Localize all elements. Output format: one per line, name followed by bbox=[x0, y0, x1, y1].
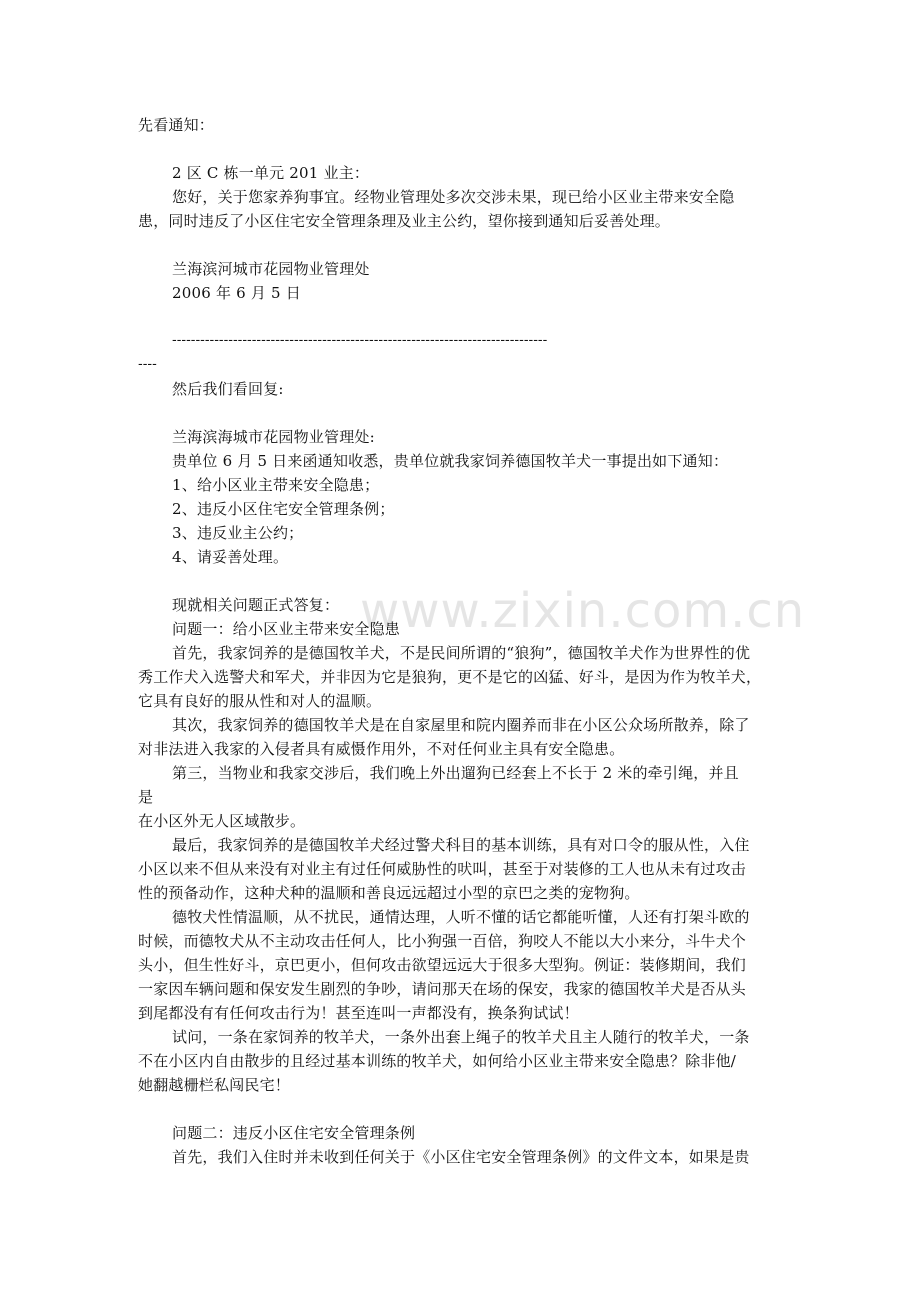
divider-line: ---- bbox=[138, 357, 157, 372]
text-line: 秀工作犬入选警犬和军犬，并非因为它是狼狗，更不是它的凶猛、好斗，是因为作为牧羊犬， bbox=[138, 668, 762, 686]
watermark-text: www.zixin.com.cn bbox=[360, 583, 806, 639]
divider-line: -------------------------------------------------------------------------------- bbox=[172, 333, 548, 348]
text-line: 在小区外无人区域散步。 bbox=[138, 812, 306, 830]
text-line: 最后，我家饲养的是德国牧羊犬经过警犬科目的基本训练，具有对口令的服从性，入住 bbox=[172, 836, 750, 854]
text-line: 首先，我们入住时并未收到任何关于《小区住宅安全管理条例》的文件文本，如果是贵 bbox=[172, 1148, 750, 1166]
text-line: 先看通知： bbox=[138, 116, 215, 134]
text-line: 头小，但生性好斗，京巴更小，但何攻击欲望远远大于很多大型狗。例证：装修期间，我们 bbox=[138, 956, 747, 974]
text-line: 小区以来不但从来没有对业主有过任何威胁性的吠叫，甚至于对装修的工人也从未有过攻击 bbox=[138, 860, 747, 878]
text-line: 时候，而德牧犬从不主动攻击任何人，比小狗强一百倍，狗咬人不能以大小来分，斗牛犬个 bbox=[138, 932, 747, 950]
text-line: 到尾都没有有任何攻击行为！甚至连叫一声都没有，换条狗试试！ bbox=[138, 1004, 579, 1022]
notice-addressee: 2 区 C 栋一单元 201 业主： bbox=[172, 164, 370, 182]
text-line: 一家因车辆问题和保安发生剧烈的争吵，请问那天在场的保安，我家的德国牧羊犬是否从头 bbox=[138, 980, 747, 998]
list-item: 2、违反小区住宅安全管理条例； bbox=[172, 500, 395, 518]
list-item: 3、违反业主公约； bbox=[172, 524, 304, 542]
text-line: 首先，我家饲养的是德国牧羊犬，不是民间所谓的“狼狗”，德国牧羊犬作为世界性的优 bbox=[172, 644, 751, 662]
list-item: 1、给小区业主带来安全隐患； bbox=[172, 476, 380, 494]
text-line: 第三，当物业和我家交涉后，我们晚上外出遛狗已经套上不长于 2 米的牵引绳，并且 bbox=[172, 764, 739, 782]
text-line: 它具有良好的服从性和对人的温顺。 bbox=[138, 692, 382, 710]
text-line: 贵单位 6 月 5 日来函通知收悉，贵单位就我家饲养德国牧羊犬一事提出如下通知： bbox=[172, 452, 729, 470]
text-line: 性的预备动作，这种犬种的温顺和善良远远超过小型的京巴之类的宠物狗。 bbox=[138, 884, 640, 902]
section-heading: 问题一：给小区业主带来安全隐患 bbox=[172, 620, 401, 638]
text-line: 她翻越栅栏私闯民宅！ bbox=[138, 1076, 291, 1094]
text-line: 其次，我家饲养的德国牧羊犬是在自家屋里和院内圈养而非在小区公众场所散养，除了 bbox=[172, 716, 750, 734]
text-line: 不在小区内自由散步的且经过基本训练的牧羊犬，如何给小区业主带来安全隐患？除非他/ bbox=[138, 1052, 737, 1070]
text-line: 是 bbox=[138, 788, 154, 806]
text-line: 对非法进入我家的入侵者具有威慑作用外，不对任何业主具有安全隐患。 bbox=[138, 740, 625, 758]
text-line: 试问，一条在家饲养的牧羊犬，一条外出套上绳子的牧羊犬且主人随行的牧羊犬，一条 bbox=[172, 1028, 750, 1046]
notice-date: 2006 年 6 月 5 日 bbox=[172, 284, 301, 302]
text-line: 然后我们看回复: bbox=[172, 380, 284, 398]
reply-addressee: 兰海滨海城市花园物业管理处: bbox=[172, 428, 375, 446]
list-item: 4、请妥善处理。 bbox=[172, 548, 289, 566]
text-line: 现就相关问题正式答复： bbox=[172, 596, 340, 614]
text-line: 德牧犬性情温顺，从不扰民，通情达理，人听不懂的话它都能听懂，人还有打架斗欧的 bbox=[172, 908, 750, 926]
text-line: 患，同时违反了小区住宅安全管理条理及业主公约，望你接到通知后妥善处理。 bbox=[138, 212, 671, 230]
section-heading: 问题二：违反小区住宅安全管理条例 bbox=[172, 1124, 416, 1142]
notice-signature: 兰海滨河城市花园物业管理处 bbox=[172, 260, 370, 278]
text-line: 您好，关于您家养狗事宜。经物业管理处多次交涉未果，现已给小区业主带来安全隐 bbox=[172, 188, 735, 206]
